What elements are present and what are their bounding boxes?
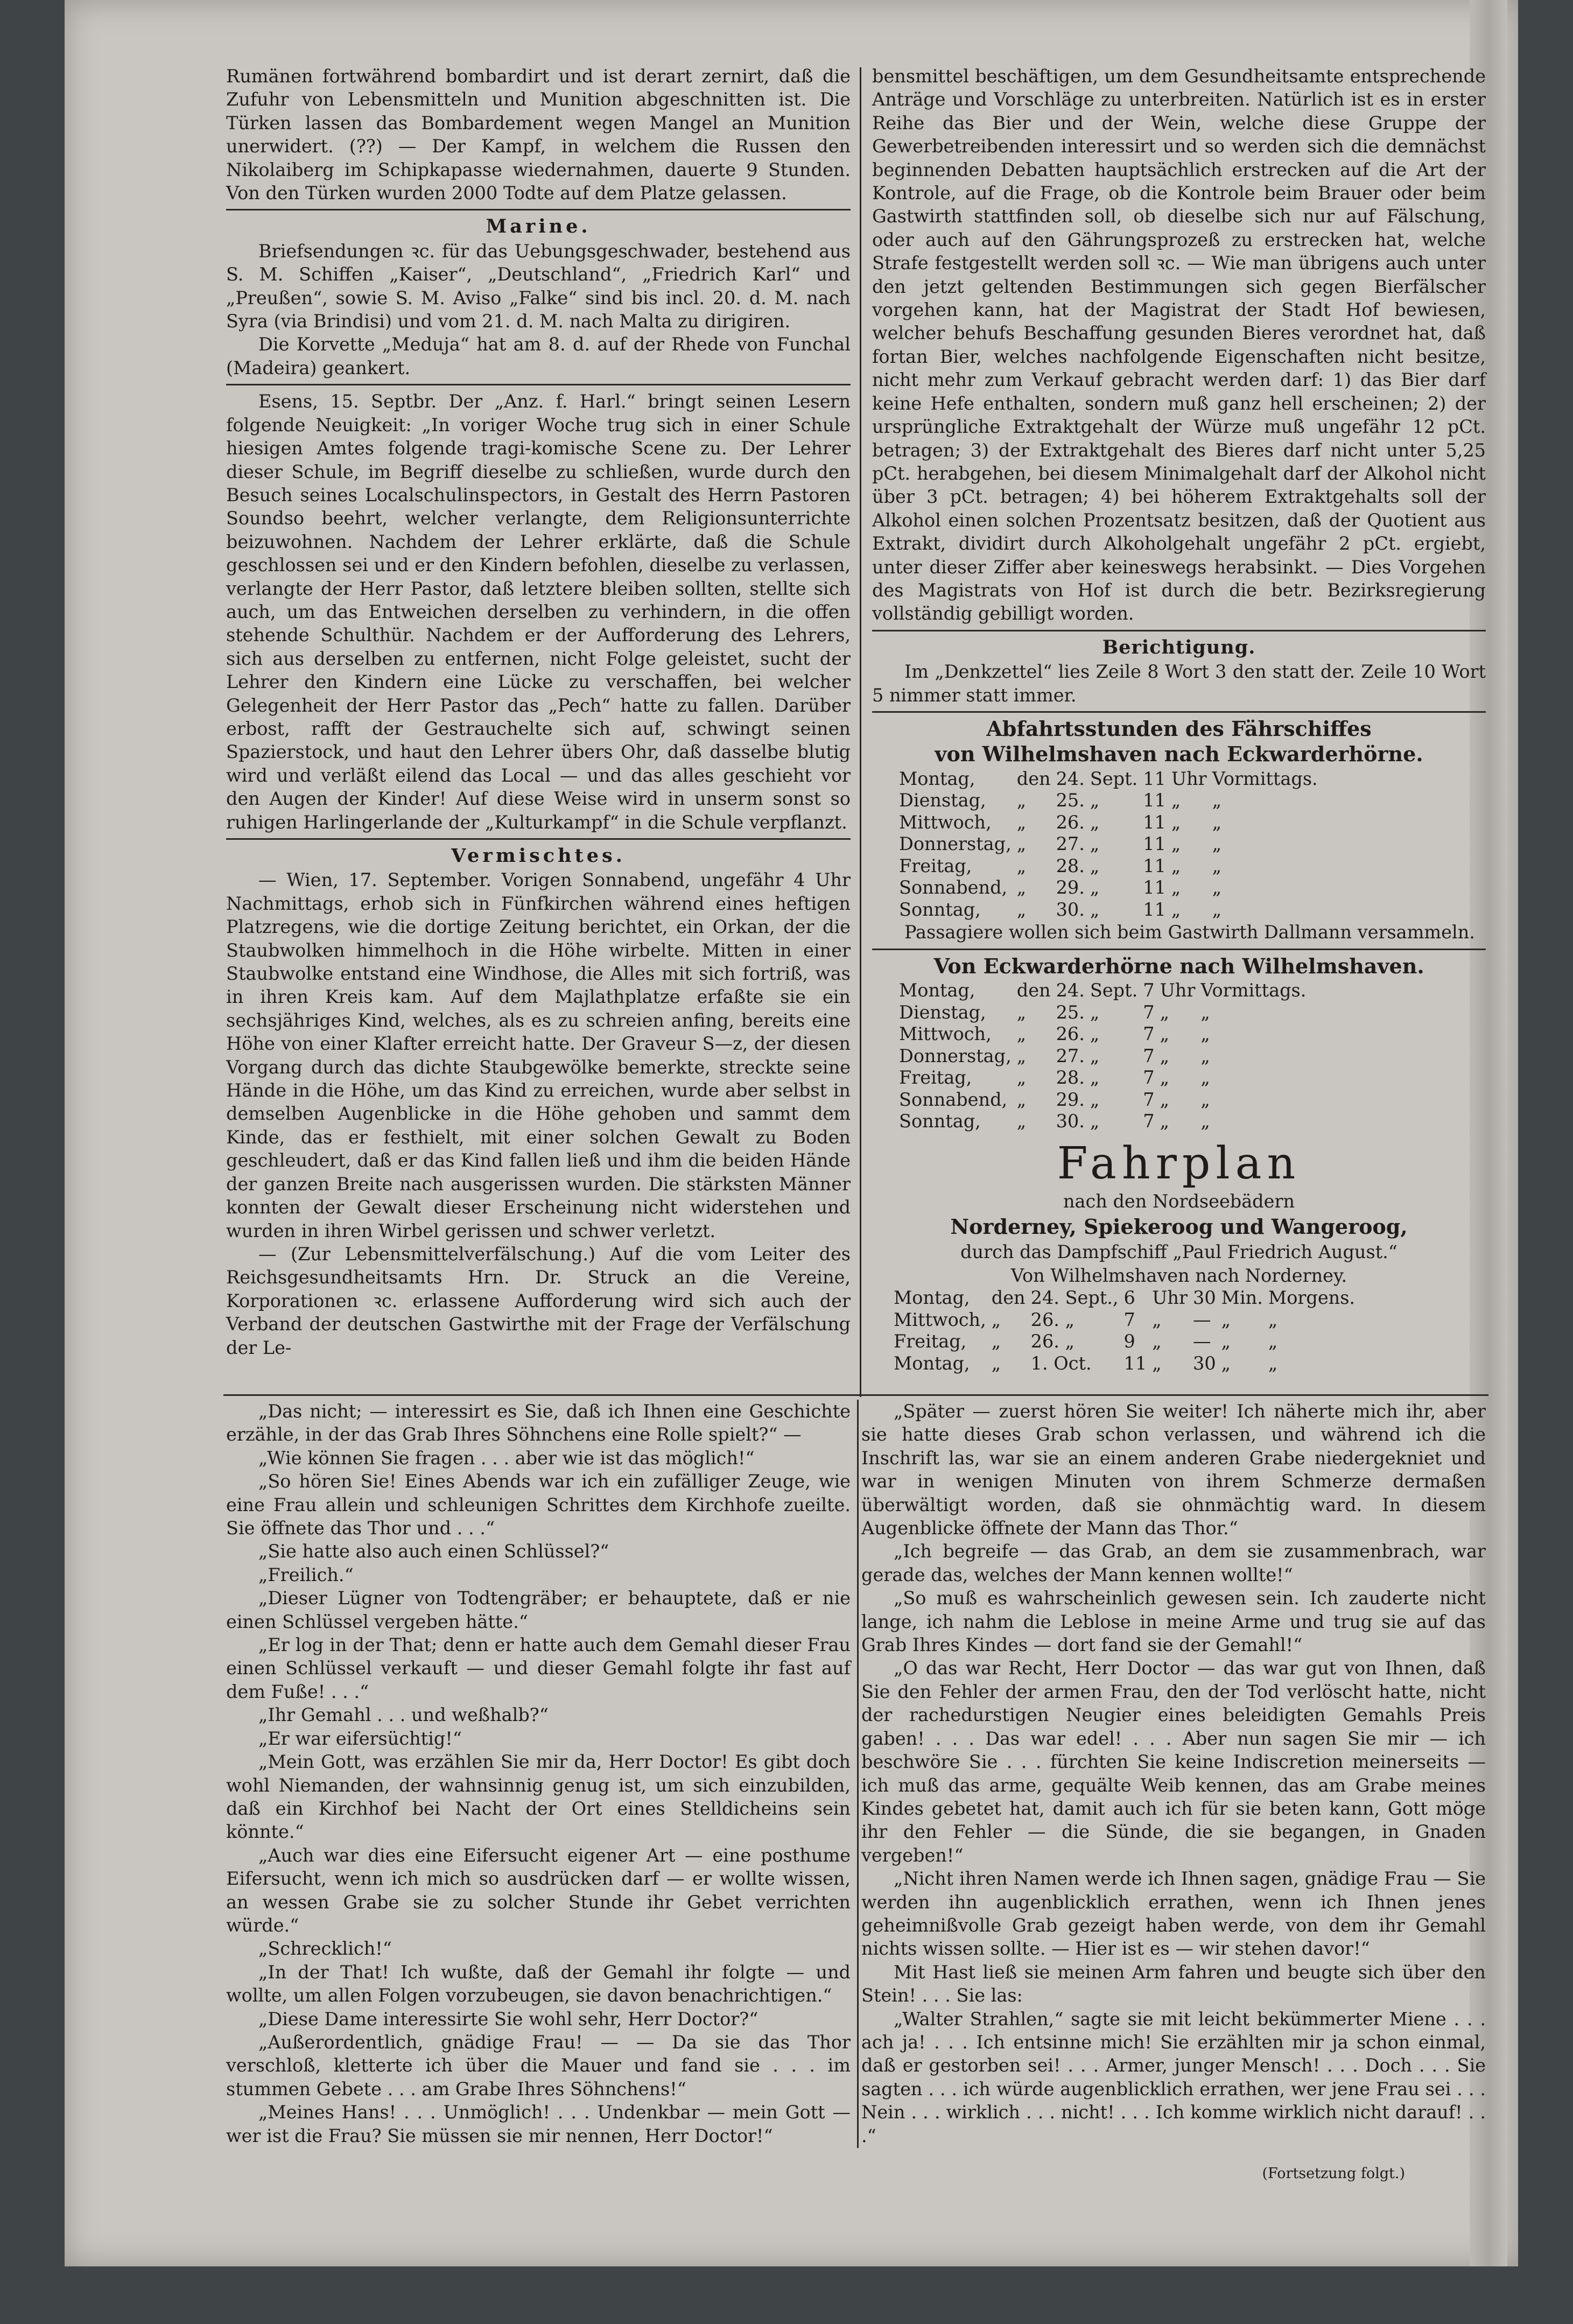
schedule-cell-month: „ xyxy=(1090,1089,1100,1110)
return-schedule-table xyxy=(899,980,1311,1133)
schedule-cell-when: Vormittags. xyxy=(1212,768,1318,789)
schedule-row xyxy=(899,1002,1311,1024)
schedule-row xyxy=(894,1309,1360,1331)
schedule-cell-hour: 11 xyxy=(1143,790,1166,811)
schedule-cell-min: — xyxy=(1193,1309,1211,1330)
article-continuation: bensmittel beschäftigen, um dem Gesundheitsamte entsprechende Anträge und Vorschläge zu unterbreiten. Natürlich ist es in erster Reihe das Bier und der Wein, welche diese Gruppe der Gewerbetreibenden interessirt und so werden sich die demnächst beginnenden Debatten hauptsächlich erstrecken auf die Art der Kontrole, auf die Frage, ob die Kontrole beim Brauer oder beim Gastwirth stattfinden soll, ob dieselbe sich nur auf Fälschung, oder auch auf den Gährungsprozeß zu erstrecken hat, welche Strafe festgestellt werden soll ꝛc. — Wie man übrigens auch unter den jetzt geltenden Bestimmungen sich gegen Bierfälscher vorgehen kann, hat der Magistrat der Stadt Hof bewiesen, welcher behufs Beschaffung gesunden Bieres verordnet hat, daß fortan Bier, welches nachfolgende Eigenschaften nicht besitze, nicht mehr zum Verkauf gebracht werden darf: 1) das Bier darf keine Hefe enthalten, sondern muß ganz hell erscheinen; 2) der ursprüngliche Extraktgehalt der Würze muß ungefähr 12 pCt. betragen; 3) der Extraktgehalt des Bieres darf nicht unter 5,25 pCt. herabgehen, bei diesem Minimalgehalt darf der Alkohol nicht über 3 pCt. betragen; 4) bei höherem Extraktgehalts soll der Alkohol einen solchen Prozentsatz besitzen, daß der Quotient aus Extrakt, dividirt durch Alkoholgehalt ungefähr 2 pCt. ergiebt, unter dieser Ziffer aber keineswegs herabsinkt. — Dies Vorgehen des Magistrats von Hof ist durch die betr. Bezirksregierung vollständig gebilligt worden. xyxy=(872,66,1486,624)
schedule-cell-day: Freitag, xyxy=(894,1331,967,1352)
schedule-cell-den: „ xyxy=(1016,811,1027,833)
feuilleton-paragraph: „Diese Dame interessirte Sie wohl sehr, Herr Doctor?“ xyxy=(258,2008,759,2030)
schedule-cell-den: den xyxy=(1016,980,1051,1001)
schedule-cell-date: 27. xyxy=(1056,1045,1085,1066)
feuilleton-paragraph: „So hören Sie! Eines Abends war ich ein zufälliger Zeuge, wie eine Frau allein und schleunigen Schrittes dem Kirchhofe zueilte. Sie öffnete das Thor und . . .“ xyxy=(226,1471,851,1539)
schedule-cell-when: „ xyxy=(1200,1111,1210,1132)
schedule-cell-den: „ xyxy=(991,1352,1001,1374)
schedule-cell-date: 30. xyxy=(1056,1111,1085,1132)
schedule-cell-month: Sept. xyxy=(1090,980,1138,1001)
schedule-cell-month: „ xyxy=(1090,811,1100,833)
schedule-cell-hour: 11 xyxy=(1143,833,1166,855)
fahrplan-title: Fahrplan xyxy=(1057,1138,1301,1189)
schedule-cell-den: den xyxy=(1016,768,1051,789)
schedule-cell-date: 29. xyxy=(1056,1089,1085,1110)
schedule-cell-day: Donnerstag, xyxy=(899,1045,1012,1066)
schedule-cell-hour: 11 xyxy=(1143,898,1166,920)
vermischtes-heading: Vermischtes. xyxy=(451,845,626,867)
schedule-cell-date: 25. xyxy=(1056,790,1085,811)
feuilleton-paragraph: „Dieser Lügner von Todtengräber; er behauptete, daß er nie einen Schlüssel vergeben hätte.“ xyxy=(226,1588,851,1632)
schedule-cell-hour: 7 xyxy=(1143,980,1155,1001)
separator xyxy=(872,711,1486,713)
schedule-cell-den: „ xyxy=(1016,790,1027,811)
schedule-cell-day: Sonntag, xyxy=(899,898,981,920)
feuilleton-paragraph: „Wie können Sie fragen . . . aber wie ist das möglich!“ xyxy=(258,1447,755,1469)
schedule-cell-date: 24. xyxy=(1056,768,1085,789)
marine-paragraph: Die Korvette „Meduja“ hat am 8. d. auf der Rhede von Funchal (Madeira) geankert. xyxy=(226,334,851,378)
schedule-row xyxy=(899,980,1311,1002)
schedule-cell-den: „ xyxy=(1016,1001,1027,1023)
schedule-cell-month: Sept. xyxy=(1090,768,1138,789)
schedule-cell-mn: „ xyxy=(1221,1309,1231,1330)
schedule-cell-date: 26. xyxy=(1056,811,1085,833)
schedule-cell-when: Morgens. xyxy=(1268,1287,1356,1309)
schedule-cell-day: Dienstag, xyxy=(899,790,986,811)
schedule-cell-hour: 11 xyxy=(1143,811,1166,833)
schedule-row xyxy=(899,855,1323,877)
feuilleton-paragraph: „Außerordentlich, gnädige Frau! — — Da sie das Thor verschloß, kletterte ich über die Mauer und fand sie . . . im stummen Gebete . . . am Grabe Ihres Söhnchens!“ xyxy=(226,2031,851,2100)
separator xyxy=(226,384,851,385)
schedule-cell-den: „ xyxy=(1016,1089,1027,1110)
schedule-cell-den: „ xyxy=(1016,855,1027,876)
schedule-cell-den: „ xyxy=(1016,1111,1027,1132)
schedule-cell-hour: 7 xyxy=(1123,1309,1135,1330)
feuilleton-paragraph: „Das nicht; — interessirt es Sie, daß ich Ihnen eine Geschichte erzähle, in der das Grab Ihres Söhnchens eine Rolle spielt?“ — xyxy=(226,1401,851,1445)
schedule-cell-date: 27. xyxy=(1056,833,1085,855)
schedule-cell-when: „ xyxy=(1212,855,1222,876)
schedule-cell-date: 28. xyxy=(1056,1067,1085,1089)
schedule-cell-hour: 7 xyxy=(1143,1023,1155,1045)
feuilleton-paragraph: „Sie hatte also auch einen Schlüssel?“ xyxy=(258,1541,609,1562)
schedule-cell-uhr: „ xyxy=(1160,1045,1169,1066)
schedule-cell-uhr: „ xyxy=(1152,1352,1162,1374)
schedule-cell-when: „ xyxy=(1212,811,1222,833)
schedule-cell-uhr: „ xyxy=(1171,811,1181,833)
schedule-cell-date: 26. „ xyxy=(1030,1331,1075,1352)
separator xyxy=(226,838,851,840)
schedule-row xyxy=(894,1331,1360,1353)
feuilleton-paragraph: „Auch war dies eine Eifersucht eigener Art — eine posthume Eifersucht, wenn ich mich so ausdrücken darf — er wollte wissen, an wessen Grabe sie zu solcher Stunde ihr Gebet verrichten würde.“ xyxy=(226,1844,851,1936)
schedule-row xyxy=(899,877,1323,899)
schedule-cell-date: 29. xyxy=(1056,877,1085,898)
schedule-cell-when: „ xyxy=(1200,1089,1210,1110)
schedule-cell-day: Sonntag, xyxy=(899,1111,981,1132)
schedule-row xyxy=(899,833,1323,855)
schedule-cell-day: Freitag, xyxy=(899,1067,972,1089)
schedule-cell-date: 24. xyxy=(1056,980,1085,1001)
schedule-cell-date: 28. xyxy=(1056,855,1085,876)
schedule-cell-date: 1. Oct. xyxy=(1030,1352,1092,1374)
schedule-cell-uhr: „ xyxy=(1160,1067,1169,1089)
schedule-cell-date: 26. xyxy=(1056,1023,1085,1045)
schedule-cell-day: Montag, xyxy=(899,768,975,789)
schedule-cell-den: „ xyxy=(1016,1023,1027,1045)
section-rule-feuilleton xyxy=(223,1394,1488,1396)
continuation-note: (Fortsetzung folgt.) xyxy=(1262,2165,1405,2182)
schedule-cell-day: Sonnabend, xyxy=(899,877,1008,898)
schedule-cell-den: „ xyxy=(991,1331,1001,1352)
schedule-cell-when: „ xyxy=(1268,1331,1278,1352)
schedule-cell-hour: 11 xyxy=(1123,1352,1147,1374)
schedule-cell-uhr: „ xyxy=(1160,1023,1169,1045)
schedule-cell-month: „ xyxy=(1090,1067,1100,1089)
schedule-cell-uhr: „ xyxy=(1152,1331,1162,1352)
feuilleton-right-column xyxy=(861,1400,1486,2200)
separator xyxy=(872,949,1486,950)
feuilleton-paragraph: „Schrecklich!“ xyxy=(258,1938,392,1960)
schedule-cell-when: „ xyxy=(1212,833,1222,855)
schedule-cell-day: Freitag, xyxy=(899,855,972,876)
schedule-cell-den: „ xyxy=(1016,833,1027,855)
schedule-cell-hour: 7 xyxy=(1143,1067,1155,1089)
schedule-cell-uhr: „ xyxy=(1160,1001,1169,1023)
schedule-cell-month: „ xyxy=(1090,877,1100,898)
schedule-cell-uhr: „ xyxy=(1171,877,1181,898)
schedule-cell-when: „ xyxy=(1212,790,1222,811)
feuilleton-paragraph: „Er war eifersüchtig!“ xyxy=(258,1728,462,1749)
feuilleton-paragraph: „Walter Strahlen,“ sagte sie mit leicht bekümmerter Miene . . . ach ja! . . . Ich entsinne mich! Sie erzählten mir ja schon einmal, daß er gestorben sei! . . . Armer, junger Mensch! . . . Doch . . . Sie sagten . . . ich würde augenblicklich errathen, wer jene Frau sei . . . Nein . . . wirklich . . . nicht! . . . Ich komme wirklich nicht darauf! . . .“ xyxy=(861,2008,1486,2146)
feuilleton-paragraph: „Meines Hans! . . . Unmöglich! . . . Undenkbar — mein Gott — wer ist die Frau? Sie müssen sie mir nennen, Herr Doctor!“ xyxy=(226,2102,851,2146)
schedule-cell-when: „ xyxy=(1212,898,1222,920)
article-continuation: Rumänen fortwährend bombardirt und ist derart zernirt, daß die Zufuhr von Lebensmitteln und Munition abgeschnitten ist. Die Türken lassen das Bombardement wegen Mangel an Munition unerwidert. (??) — Der Kampf, in welchem die Russen den Nikolaiberg im Schipkapasse wiedernahmen, dauerte 9 Stunden. Von den Türken wurden 2000 Todte auf dem Platze gelassen. xyxy=(226,66,851,204)
schedule-cell-when: „ xyxy=(1200,1001,1210,1023)
schedule-row xyxy=(899,1045,1311,1068)
schedule-row xyxy=(899,790,1323,812)
fahrplan-table xyxy=(894,1287,1360,1374)
column-rule-top xyxy=(860,67,861,1397)
fahrplan-line: nach den Nordseebädern xyxy=(1063,1190,1295,1212)
schedule-cell-hour: 7 xyxy=(1143,1001,1155,1023)
feuilleton-paragraph: „Mein Gott, was erzählen Sie mir da, Herr Doctor! Es gibt doch wohl Niemanden, der wahnsinnig genug ist, um sich einzubilden, daß ein Kirchhof bei Nacht der Ort eines Stelldicheins sein könnte.“ xyxy=(226,1751,851,1843)
schedule-cell-month: „ xyxy=(1090,1001,1100,1023)
schedule-cell-hour: 11 xyxy=(1143,768,1166,789)
schedule-cell-uhr: „ xyxy=(1160,1111,1169,1132)
schedule-cell-min: 30 xyxy=(1193,1352,1216,1374)
right-column xyxy=(872,65,1486,1374)
schedule-cell-day: Montag, xyxy=(899,980,975,1001)
schedule-cell-uhr: „ xyxy=(1152,1309,1162,1330)
fahrplan-destinations: Norderney, Spiekeroog und Wangeroog, xyxy=(950,1214,1408,1239)
schedule-row xyxy=(894,1287,1360,1309)
marine-heading: Marine. xyxy=(486,215,591,238)
schedule-cell-day: Donnerstag, xyxy=(899,833,1012,855)
schedule-cell-hour: 7 xyxy=(1143,1045,1155,1066)
schedule-cell-uhr: Uhr xyxy=(1152,1287,1188,1309)
schedule-cell-den: „ xyxy=(1016,898,1027,920)
schedule-cell-date: 25. xyxy=(1056,1001,1085,1023)
schedule-cell-when: „ xyxy=(1200,1067,1210,1089)
schedule-cell-date: 24. Sept., xyxy=(1030,1287,1119,1309)
schedule-cell-when: „ xyxy=(1268,1309,1278,1330)
schedule-cell-den: „ xyxy=(1016,877,1027,898)
schedule-cell-den: den xyxy=(991,1287,1026,1309)
feuilleton-paragraph: „O das war Recht, Herr Doctor — das war gut von Ihnen, daß Sie den Fehler der armen Frau, den der Tod verlöscht hatte, nicht der rachedurstigen Neugier eines beleidigten Gemahls Preis gaben! . . . Das war edel! . . . Aber nun sagen Sie mir — ich beschwöre Sie . . . fürchten Sie keine Indiscretion meinerseits — ich muß das arme, gequälte Weib kennen, das am Grabe meines Kindes gebetet hat, damit auch ich für sie beten kann, Gott möge ihr den Fehler — die Sünde, die sie begangen, in Gnaden vergeben!“ xyxy=(861,1658,1486,1866)
feuilleton-paragraph: „Freilich.“ xyxy=(258,1564,354,1585)
schedule-cell-min: 30 xyxy=(1193,1287,1216,1309)
schedule-cell-day: Mittwoch, xyxy=(899,1023,992,1045)
ferry-schedule-table xyxy=(899,768,1323,921)
schedule-row xyxy=(899,1067,1311,1089)
fahrplan-line: durch das Dampfschiff „Paul Friedrich August.“ xyxy=(960,1241,1398,1263)
schedule-row xyxy=(899,1023,1311,1045)
column-rule-bottom xyxy=(857,1400,859,2148)
vermischtes-paragraph: — Wien, 17. September. Vorigen Sonnabend, ungefähr 4 Uhr Nachmittags, erhob sich in Fünfkirchen während eines heftigen Platzregens, wie die dortige Zeitung berichtet, ein Orkan, der die Staubwolken himmelhoch in die Höhe wirbelte. Mitten in einer Staubwolke entstand eine Windhose, die Alles mit sich fortriß, was in ihren Kreis kam. Auf dem Majlathplatze erfaßte sie ein sechsjähriges Kind, welches, als es zu schreien anfing, bereits eine Höhe von einer Klafter erreicht hatte. Der Graveur S—z, der diesen Vorgang durch das dichte Staubgewölke bemerkte, streckte seine Hände in die Höhe, um das Kind zu erreichen, wurde aber selbst in demselben Augenblicke in die Höhe gehoben und sammt dem Kinde, das er festhielt, mit einer solchen Gewalt zu Boden geschleudert, daß er das Kind fallen ließ und ihm die beiden Hände der ganzen Breite nach ausgerissen wurden. Die stärksten Männer konnten der Gewalt dieser Erscheinung nicht widerstehen und wurden in ihren Wirbel gerissen und schwer verletzt. xyxy=(226,869,851,1241)
schedule-cell-uhr: „ xyxy=(1171,833,1181,855)
schedule-cell-uhr: „ xyxy=(1171,898,1181,920)
schedule-cell-day: Sonnabend, xyxy=(899,1089,1008,1110)
schedule-cell-month: „ xyxy=(1090,1045,1100,1066)
schedule-row xyxy=(899,899,1323,921)
schedule-cell-day: Dienstag, xyxy=(899,1001,986,1023)
schedule-cell-month: „ xyxy=(1090,898,1100,920)
schedule-row xyxy=(894,1353,1360,1375)
schedule-row xyxy=(899,1111,1311,1133)
schedule-cell-month: „ xyxy=(1090,855,1100,876)
feuilleton-paragraph: „Später — zuerst hören Sie weiter! Ich näherte mich ihr, aber sie hatte dieses Grab schon verlassen, und während ich die Inschrift las, war sie an einem anderen Grabe niedergekniet und war in wenigen Minuten von ihrem Schmerze dermaßen überwältigt worden, daß sie ohnmächtig ward. In diesem Augenblicke öffnete der Mann das Thor.“ xyxy=(861,1401,1486,1539)
schedule-cell-when: „ xyxy=(1200,1045,1210,1066)
schedule-cell-mn: „ xyxy=(1221,1352,1231,1374)
schedule-cell-when: „ xyxy=(1268,1352,1278,1374)
schedule-cell-day: Montag, xyxy=(894,1287,970,1309)
ferry-schedule-heading: Abfahrtsstunden des Fährschiffes xyxy=(986,716,1372,741)
schedule-cell-min: — xyxy=(1193,1331,1211,1352)
schedule-row xyxy=(899,768,1323,790)
schedule-cell-hour: 7 xyxy=(1143,1111,1155,1132)
schedule-cell-hour: 9 xyxy=(1123,1331,1135,1352)
ferry-note: Passagiere wollen sich beim Gastwirth Dallmann versammeln. xyxy=(904,922,1475,943)
esens-article: Esens, 15. Septbr. Der „Anz. f. Harl.“ bringt seinen Lesern folgende Neuigkeit: „In voriger Woche trug sich in einer Schule hiesigen Amtes folgende tragi-komische Scene zu. Der Lehrer dieser Schule, im Begriff dieselbe zu schließen, wurde durch den Besuch seines Localschulinspectors, in Gestalt des Herrn Pastoren Soundso beehrt, welcher verlangte, dem Religionsunterrichte beizuwohnen. Nachdem der Lehrer erklärte, daß die Schule geschlossen sei und er den Kindern befohlen, dieselbe zu verlassen, verlangte der Herr Pastor, daß letztere bleiben sollten, stellte sich auch, um das Entweichen derselben zu verhindern, in die offen stehende Schulthür. Nachdem er der Aufforderung des Lehrers, sich aus derselben zu entfernen, nicht Folge geleistet, sucht der Lehrer den Kindern eine Lücke zu verschaffen, bei welcher Gelegenheit der Herr Pastor das „Pech“ hatte zu fallen. Darüber erbost, rafft der Gestrauchelte sich auf, schwingt seinen Spazierstock, und haut den Lehrer übers Ohr, daß dasselbe blutig wird und verläßt eilend das Local — und das alles geschieht vor den Augen der Kinder! Auf diese Weise wird in unserm sonst so ruhigen Harlingerlande der „Kulturkampf“ in die Schule verpflanzt. xyxy=(226,391,851,833)
schedule-cell-mn: Min. xyxy=(1221,1287,1263,1309)
schedule-cell-month: „ xyxy=(1090,1023,1100,1045)
schedule-cell-hour: 6 xyxy=(1123,1287,1135,1309)
schedule-cell-when: „ xyxy=(1200,1023,1210,1045)
feuilleton-paragraph: „Ihr Gemahl . . . und weßhalb?“ xyxy=(258,1704,549,1726)
schedule-cell-day: Mittwoch, xyxy=(899,811,992,833)
feuilleton-paragraph: „In der That! Ich wußte, daß der Gemahl ihr folgte — und wollte, um allen Folgen vorzubeugen, sie davon benachrichtigen.“ xyxy=(226,1961,851,2006)
schedule-cell-den: „ xyxy=(1016,1067,1027,1089)
schedule-row xyxy=(899,1089,1311,1111)
schedule-cell-date: 26. „ xyxy=(1030,1309,1075,1330)
feuilleton-paragraph: „Nicht ihren Namen werde ich Ihnen sagen, gnädige Frau — Sie werden ihn augenblicklich errathen, wenn ich Ihnen jenes geheimnißvolle Grab gezeigt haben werde, von dem ihr Gemahl nichts wissen sollte. — Hier ist es — wir stehen davor!“ xyxy=(861,1868,1486,1960)
feuilleton-paragraph: „Er log in der That; denn er hatte auch dem Gemahl dieser Frau einen Schlüssel verkauft — und dieser Gemahl folgte ihr fast auf dem Fuße! . . .“ xyxy=(226,1634,851,1702)
feuilleton-paragraph: „Ich begreife — das Grab, an dem sie zusammenbrach, war gerade das, welches der Mann kennen wollte!“ xyxy=(861,1541,1486,1585)
schedule-cell-month: „ xyxy=(1090,1111,1100,1132)
schedule-cell-month: „ xyxy=(1090,833,1100,855)
berichtigung-heading: Berichtigung. xyxy=(1102,636,1256,658)
fahrplan-line: Von Wilhelmshaven nach Norderney. xyxy=(1010,1265,1347,1286)
schedule-cell-month: „ xyxy=(1090,790,1100,811)
schedule-cell-day: Mittwoch, xyxy=(894,1309,986,1330)
return-schedule-heading: Von Eckwarderhörne nach Wilhelmshaven. xyxy=(933,953,1424,978)
schedule-cell-hour: 7 xyxy=(1143,1089,1155,1110)
schedule-cell-uhr: Uhr xyxy=(1160,980,1196,1001)
ferry-schedule-subheading: von Wilhelmshaven nach Eckwarderhörne. xyxy=(935,742,1423,767)
schedule-cell-den: „ xyxy=(991,1309,1001,1330)
schedule-cell-hour: 11 xyxy=(1143,877,1166,898)
feuilleton-left-column xyxy=(226,1400,851,2147)
schedule-cell-uhr: „ xyxy=(1160,1089,1169,1110)
marine-paragraph: Briefsendungen ꝛc. für das Uebungsgeschwader, bestehend aus S. M. Schiffen „Kaiser“, „Deutschland“, „Friedrich Karl“ und „Preußen“, sowie S. M. Aviso „Falke“ sind bis incl. 20. d. M. nach Syra (via Brindisi) und vom 21. d. M. nach Malta zu dirigiren. xyxy=(226,240,851,332)
schedule-cell-mn: „ xyxy=(1221,1331,1231,1352)
left-column xyxy=(226,65,851,1359)
schedule-cell-when: Vormittags. xyxy=(1200,980,1307,1001)
berichtigung-text: Im „Denkzettel“ lies Zeile 8 Wort 3 den statt der. Zeile 10 Wort 5 nimmer statt immer. xyxy=(872,661,1486,706)
schedule-cell-uhr: „ xyxy=(1171,790,1181,811)
schedule-cell-uhr: „ xyxy=(1171,855,1181,876)
schedule-row xyxy=(899,812,1323,834)
schedule-cell-den: „ xyxy=(1016,1045,1027,1066)
separator xyxy=(872,630,1486,631)
schedule-cell-when: „ xyxy=(1212,877,1222,898)
feuilleton-paragraph: „So muß es wahrscheinlich gewesen sein. Ich zauderte nicht lange, ich nahm die Leblose in meine Arme und trug sie auf das Grab Ihres Kindes — dort fand sie der Gemahl!“ xyxy=(861,1588,1486,1656)
schedule-cell-uhr: Uhr xyxy=(1171,768,1207,789)
schedule-cell-hour: 11 xyxy=(1143,855,1166,876)
vermischtes-paragraph: — (Zur Lebensmittelverfälschung.) Auf die vom Leiter des Reichsgesundheitsamts Hrn. Dr. Struck an die Vereine, Korporationen ꝛc. erlassene Aufforderung wird sich auch der Verband der deutschen Gastwirthe mit der Frage der Verfälschung der Le- xyxy=(226,1243,851,1358)
schedule-cell-date: 30. xyxy=(1056,898,1085,920)
separator xyxy=(226,209,851,210)
feuilleton-paragraph: Mit Hast ließ sie meinen Arm fahren und beugte sich über den Stein! . . . Sie las: xyxy=(861,1961,1486,2006)
schedule-cell-day: Montag, xyxy=(894,1352,970,1374)
